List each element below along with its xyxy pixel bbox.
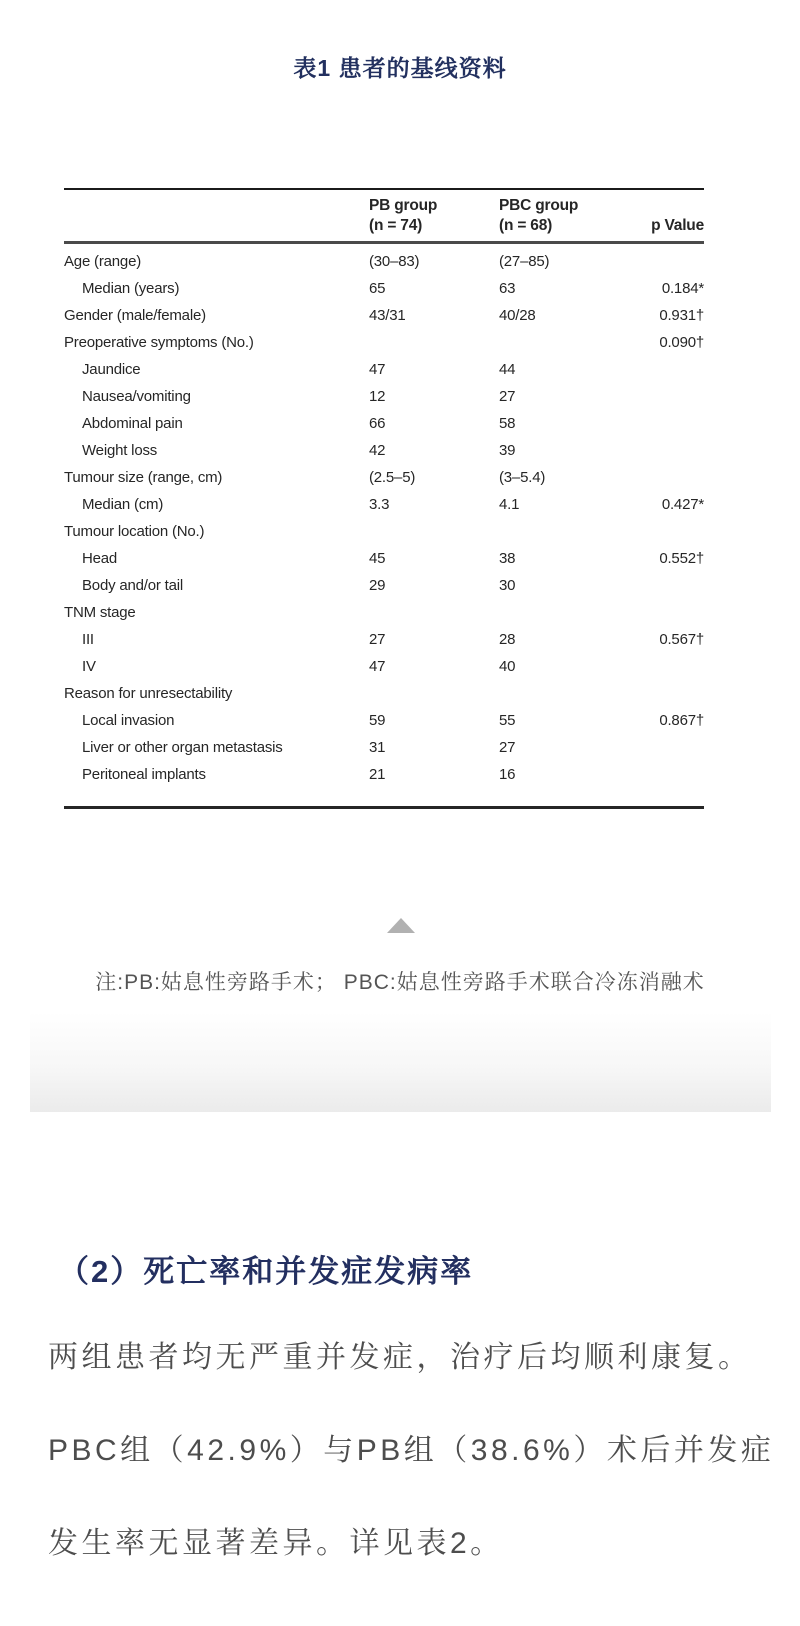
cell-p	[634, 572, 704, 599]
cell-pbc: 39	[499, 442, 516, 459]
cell-p	[634, 383, 704, 410]
cell-p	[634, 248, 704, 275]
cell-p	[634, 356, 704, 383]
cell-pb: 12	[369, 388, 386, 405]
cell-pb	[369, 680, 499, 707]
cell-label: Weight loss	[82, 442, 158, 459]
cell-pb: 43/31	[369, 307, 406, 324]
cell-p	[634, 599, 704, 626]
cell-pbc: 40	[499, 658, 516, 675]
header-p-value: p Value	[651, 217, 704, 234]
cell-pb: 45	[369, 550, 386, 567]
table-row	[64, 761, 704, 788]
header-pbc-group-n: (n = 68)	[499, 217, 553, 234]
cell-label: Body and/or tail	[82, 577, 184, 594]
table-row	[64, 653, 704, 680]
cell-p: 0.867†	[659, 712, 704, 729]
cell-pbc	[499, 599, 634, 626]
cell-p: 0.567†	[659, 631, 704, 648]
table-row	[64, 599, 704, 626]
table-row	[64, 545, 704, 572]
cell-pbc: 27	[499, 388, 516, 405]
cell-p	[634, 761, 704, 788]
cell-label: Preoperative symptoms (No.)	[64, 334, 254, 351]
cell-pb: 27	[369, 631, 386, 648]
cell-label: TNM stage	[64, 604, 136, 621]
table-row	[64, 707, 704, 734]
table-row	[64, 680, 704, 707]
cell-label: Reason for unresectability	[64, 685, 233, 702]
cell-pbc	[499, 680, 634, 707]
cell-p	[634, 464, 704, 491]
section-heading: （2）死亡率和并发症发病率	[58, 1254, 474, 1289]
cell-pbc: 44	[499, 361, 516, 378]
cell-p	[634, 653, 704, 680]
table-row	[64, 464, 704, 491]
cell-pbc: 63	[499, 280, 516, 297]
cell-p	[634, 518, 704, 545]
cell-pb: 47	[369, 658, 386, 675]
table-row	[64, 518, 704, 545]
cell-pbc: 55	[499, 712, 516, 729]
cell-p: 0.931†	[659, 307, 704, 324]
cell-pb: 66	[369, 415, 386, 432]
card-bottom-fade	[30, 1012, 771, 1112]
table-row	[64, 329, 704, 356]
table-row	[64, 491, 704, 518]
cell-pb	[369, 518, 499, 545]
baseline-table	[64, 188, 704, 809]
header-pb-group-n: (n = 74)	[369, 217, 423, 234]
paragraph-line: 发生率无显著差异。详见表2。	[48, 1527, 504, 1560]
cell-pb: 59	[369, 712, 386, 729]
table-bottom-rule	[64, 806, 704, 809]
cell-pbc: 4.1	[499, 496, 520, 513]
cell-label: Local invasion	[82, 712, 175, 729]
table-body	[64, 244, 704, 806]
cell-pbc	[499, 518, 634, 545]
cell-p: 0.184*	[661, 280, 704, 297]
cell-label: Abdominal pain	[82, 415, 183, 432]
cell-p	[634, 734, 704, 761]
body-paragraph	[48, 1338, 775, 1617]
cell-p: 0.552†	[659, 550, 704, 567]
cell-pbc: 27	[499, 739, 516, 756]
cell-label: Age (range)	[64, 253, 142, 270]
cell-pb: 21	[369, 766, 386, 783]
table-title: 表1 患者的基线资料	[293, 55, 507, 81]
cell-label: Peritoneal implants	[82, 766, 206, 783]
header-pbc-group-name: PBC group	[499, 197, 579, 214]
cell-pb	[369, 329, 499, 356]
cell-label: Head	[82, 550, 118, 567]
header-pb-group	[369, 196, 499, 236]
cell-label: III	[82, 631, 94, 648]
table-row	[64, 437, 704, 464]
cell-label: Tumour location (No.)	[64, 523, 205, 540]
cell-pb: 47	[369, 361, 386, 378]
cell-pbc: 58	[499, 415, 516, 432]
cell-pb: 29	[369, 577, 386, 594]
header-pbc-group	[499, 196, 634, 236]
cell-label: Gender (male/female)	[64, 307, 206, 324]
cell-p	[634, 680, 704, 707]
header-pb-group-name: PB group	[369, 197, 438, 214]
cell-label: Nausea/vomiting	[82, 388, 191, 405]
cell-pbc: 38	[499, 550, 516, 567]
paragraph-line: 两组患者均无严重并发症，治疗后均顺利康复。	[48, 1341, 752, 1374]
cell-p	[634, 410, 704, 437]
table-row	[64, 302, 704, 329]
cell-label: Liver or other organ metastasis	[82, 739, 283, 756]
table-row	[64, 572, 704, 599]
cell-pbc: (3–5.4)	[499, 469, 546, 486]
table-row	[64, 383, 704, 410]
table-row	[64, 734, 704, 761]
cell-pb: 31	[369, 739, 386, 756]
cell-pbc: 40/28	[499, 307, 536, 324]
table-row	[64, 626, 704, 653]
cell-p: 0.090†	[659, 334, 704, 351]
table-header-row	[64, 190, 704, 241]
cell-label: Jaundice	[82, 361, 141, 378]
cell-p: 0.427*	[661, 496, 704, 513]
cell-pbc: 28	[499, 631, 516, 648]
cell-pbc: 30	[499, 577, 516, 594]
collapse-triangle-icon[interactable]	[387, 918, 415, 933]
cell-label: Median (cm)	[82, 496, 164, 513]
cell-p	[634, 437, 704, 464]
cell-pb: 3.3	[369, 496, 390, 513]
paragraph-line: PBC组（42.9%）与PB组（38.6%）术后并发症	[48, 1434, 775, 1467]
table-row	[64, 410, 704, 437]
cell-label: Tumour size (range, cm)	[64, 469, 223, 486]
cell-label: Median (years)	[82, 280, 180, 297]
cell-pb: 42	[369, 442, 386, 459]
table-row	[64, 356, 704, 383]
table-footnote: 注:PB:姑息性旁路手术； PBC:姑息性旁路手术联合冷冻消融术	[95, 971, 705, 994]
table-row	[64, 275, 704, 302]
cell-pbc: (27–85)	[499, 253, 550, 270]
cell-pb	[369, 599, 499, 626]
cell-pb: (30–83)	[369, 253, 420, 270]
table-row	[64, 248, 704, 275]
cell-pbc: 16	[499, 766, 516, 783]
cell-pb: (2.5–5)	[369, 469, 416, 486]
cell-pb: 65	[369, 280, 386, 297]
cell-label: IV	[82, 658, 96, 675]
cell-pbc	[499, 329, 634, 356]
